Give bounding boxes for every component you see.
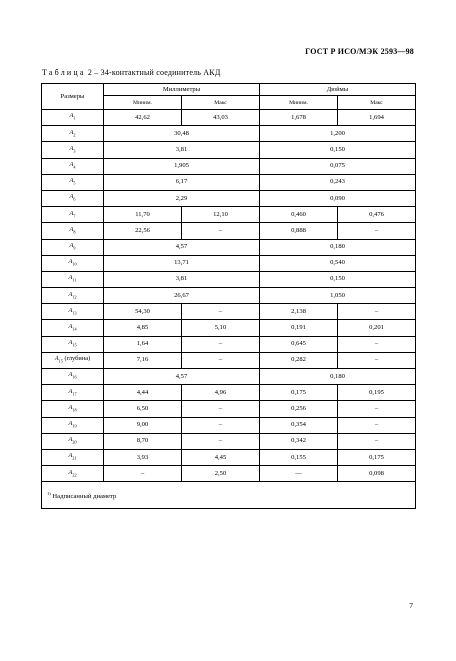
table-caption-word: Таблица <box>42 68 86 77</box>
inch-max-value: 0,195 <box>338 385 416 401</box>
dimension-label: $A_{15}$ <box>42 336 104 352</box>
footnote-text: Надписанный диаметр <box>50 492 117 500</box>
dimension-label: $A_3$ <box>42 142 104 158</box>
inch-min-value: 0,175 <box>260 385 338 401</box>
mm-max-value: 4,96 <box>182 385 260 401</box>
table-row <box>42 190 416 206</box>
mm-value: 2,29 <box>104 190 260 206</box>
inch-max-value: – <box>338 223 416 239</box>
dimension-label: $A_{13}$ <box>42 304 104 320</box>
mm-max-value: – <box>182 304 260 320</box>
dimension-label: $A_1$ <box>42 110 104 126</box>
mm-min-value: 6,50 <box>104 401 182 417</box>
inch-min-value: 0,342 <box>260 433 338 449</box>
mm-value: 3,81 <box>104 142 260 158</box>
inch-max-value: – <box>338 336 416 352</box>
table-header-row <box>42 84 416 96</box>
table-row <box>42 401 416 417</box>
inch-max-value: 0,098 <box>338 466 416 482</box>
table-row <box>42 142 416 158</box>
dimension-label: $A_{20}$ <box>42 433 104 449</box>
inch-min-value: 0,354 <box>260 417 338 433</box>
inch-min-value: 0,645 <box>260 336 338 352</box>
header-in-min: Миним. <box>260 96 338 110</box>
inch-value: 0,540 <box>260 255 416 271</box>
inch-min-value: 2,138 <box>260 304 338 320</box>
table-row <box>42 110 416 126</box>
mm-min-value: – <box>104 466 182 482</box>
mm-value: 13,71 <box>104 255 260 271</box>
dimension-label: $A_{12}$ <box>42 288 104 304</box>
table-row <box>42 255 416 271</box>
table-row <box>42 433 416 449</box>
header-in-max: Макс <box>338 96 416 110</box>
table-row <box>42 336 416 352</box>
dimension-label: $A_{14}$ <box>42 320 104 336</box>
inch-max-value: – <box>338 433 416 449</box>
mm-min-value: 4,44 <box>104 385 182 401</box>
inch-max-value: 0,201 <box>338 320 416 336</box>
table-row <box>42 239 416 255</box>
mm-min-value: 22,56 <box>104 223 182 239</box>
dimension-label: $A_4$ <box>42 158 104 174</box>
table-row <box>42 158 416 174</box>
dimension-label: $A_2$ <box>42 126 104 142</box>
inch-min-value: 0,256 <box>260 401 338 417</box>
inch-max-value: – <box>338 352 416 368</box>
dimension-label: $A_7$ <box>42 207 104 223</box>
mm-min-value: 9,00 <box>104 417 182 433</box>
table-row <box>42 207 416 223</box>
table-row <box>42 385 416 401</box>
header-size: Размеры <box>42 84 104 110</box>
footnote-mark: 1) <box>47 490 51 496</box>
mm-min-value: 4,85 <box>104 320 182 336</box>
inch-min-value: — <box>260 466 338 482</box>
inch-value: 0,075 <box>260 158 416 174</box>
dimension-label: $A_{19}$ <box>42 417 104 433</box>
mm-max-value: – <box>182 336 260 352</box>
mm-max-value: 4,45 <box>182 449 260 465</box>
mm-max-value: 2,50 <box>182 466 260 482</box>
inch-value: 0,090 <box>260 190 416 206</box>
table-footnote-row <box>42 482 416 509</box>
inch-value: 0,150 <box>260 142 416 158</box>
header-millimeters: Миллиметры <box>104 84 260 96</box>
dimension-label: $A_{11}$ <box>42 271 104 287</box>
table-row <box>42 304 416 320</box>
mm-max-value: – <box>182 417 260 433</box>
table-row <box>42 126 416 142</box>
mm-value: 1,905 <box>104 158 260 174</box>
dimension-label: $A_8$ <box>42 223 104 239</box>
mm-max-value: – <box>182 352 260 368</box>
document-header: ГОСТ Р ИСО/МЭК 2593—98 <box>305 47 414 56</box>
mm-max-value: 43,03 <box>182 110 260 126</box>
dimension-label: $A_6$ <box>42 190 104 206</box>
inch-max-value: – <box>338 304 416 320</box>
mm-min-value: 11,70 <box>104 207 182 223</box>
inch-value: 0,150 <box>260 271 416 287</box>
inch-max-value: 0,175 <box>338 449 416 465</box>
inch-min-value: 0,282 <box>260 352 338 368</box>
dimension-label: $A_5$ <box>42 174 104 190</box>
table-row <box>42 271 416 287</box>
table-caption <box>42 68 220 77</box>
mm-min-value: 3,93 <box>104 449 182 465</box>
mm-min-value: 42,62 <box>104 110 182 126</box>
mm-value: 26,67 <box>104 288 260 304</box>
inch-min-value: 1,678 <box>260 110 338 126</box>
mm-max-value: – <box>182 223 260 239</box>
inch-min-value: 0,191 <box>260 320 338 336</box>
mm-max-value: 12,10 <box>182 207 260 223</box>
header-mm-max: Макс <box>182 96 260 110</box>
header-mm-min: Миним. <box>104 96 182 110</box>
mm-min-value: 54,30 <box>104 304 182 320</box>
dimension-label: $A_{21}$ <box>42 449 104 465</box>
inch-value: 1,050 <box>260 288 416 304</box>
dimension-label: $A_9$ <box>42 239 104 255</box>
table-row <box>42 320 416 336</box>
table-row <box>42 417 416 433</box>
page-number: 7 <box>409 601 413 610</box>
inch-value: 1,200 <box>260 126 416 142</box>
mm-max-value: 5,10 <box>182 320 260 336</box>
footnote <box>42 482 416 509</box>
dimension-label: $A_{10}$ <box>42 255 104 271</box>
inch-min-value: 0,888 <box>260 223 338 239</box>
inch-min-value: 0,155 <box>260 449 338 465</box>
table-row <box>42 288 416 304</box>
mm-value: 4,57 <box>104 369 260 385</box>
table-row <box>42 449 416 465</box>
table-caption-title: 2 – 34-контактный соединитель АКД <box>85 68 221 77</box>
dimension-label: $A_{15}$ (глубина) <box>42 352 104 368</box>
inch-max-value: 1,694 <box>338 110 416 126</box>
inch-value: 0,243 <box>260 174 416 190</box>
dimensions-table <box>41 83 416 509</box>
inch-max-value: – <box>338 401 416 417</box>
mm-value: 30,48 <box>104 126 260 142</box>
mm-max-value: – <box>182 433 260 449</box>
inch-min-value: 0,460 <box>260 207 338 223</box>
inch-value: 0,180 <box>260 239 416 255</box>
dimension-label: $A_{16}$ <box>42 369 104 385</box>
mm-min-value: 8,70 <box>104 433 182 449</box>
mm-max-value: – <box>182 401 260 417</box>
table-row <box>42 369 416 385</box>
mm-min-value: 1,64 <box>104 336 182 352</box>
inch-max-value: 0,476 <box>338 207 416 223</box>
dimension-label: $A_{17}$ <box>42 385 104 401</box>
mm-min-value: 7,16 <box>104 352 182 368</box>
dimension-label: $A_{18}$ <box>42 401 104 417</box>
mm-value: 4,57 <box>104 239 260 255</box>
mm-value: 3,81 <box>104 271 260 287</box>
dimension-label: $A_{22}$ <box>42 466 104 482</box>
inch-value: 0,180 <box>260 369 416 385</box>
table-row <box>42 352 416 368</box>
table-row <box>42 466 416 482</box>
table-row <box>42 174 416 190</box>
inch-max-value: – <box>338 417 416 433</box>
header-inches: Дюймы <box>260 84 416 96</box>
mm-value: 6,17 <box>104 174 260 190</box>
table-row <box>42 223 416 239</box>
